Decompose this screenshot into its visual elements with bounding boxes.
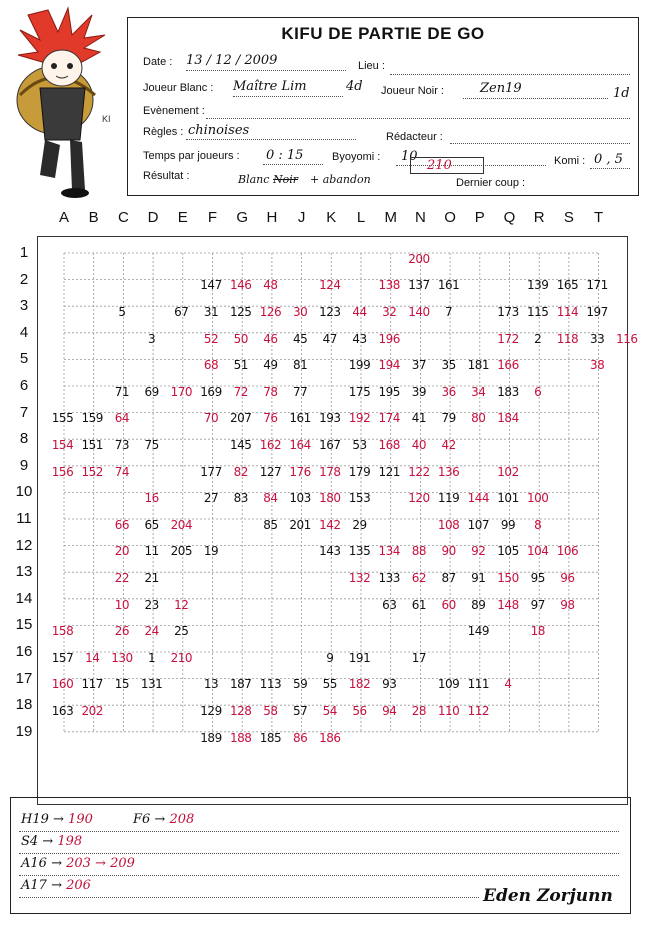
- move-number: 101: [497, 491, 519, 506]
- column-label: R: [533, 209, 545, 226]
- move-number: 106: [556, 544, 579, 559]
- move-number: 98: [560, 597, 575, 612]
- move-number: 48: [263, 278, 278, 293]
- note-position: A17 →: [21, 878, 62, 893]
- move-number: 49: [263, 358, 278, 373]
- move-number: 83: [233, 491, 248, 506]
- move-number: 171: [586, 278, 608, 293]
- note-position: H19 →: [21, 812, 64, 827]
- move-number: 32: [382, 305, 397, 320]
- move-number: 36: [441, 384, 456, 399]
- move-number: 160: [51, 677, 74, 692]
- move-number: 27: [203, 491, 219, 506]
- move-number: 128: [230, 704, 252, 719]
- last-move-value: 210: [427, 158, 452, 173]
- move-number: 189: [200, 730, 222, 745]
- note-line-3: [21, 856, 135, 871]
- move-number: 72: [233, 384, 248, 399]
- white-player-value: Maître Lim: [233, 79, 307, 94]
- result-white: Blanc: [238, 173, 270, 186]
- move-number: 169: [200, 384, 222, 399]
- last-move-label: Dernier coup :: [456, 177, 526, 189]
- move-number: 51: [233, 358, 248, 373]
- move-number: 164: [289, 438, 311, 453]
- note-move: 206: [66, 878, 91, 893]
- column-label: T: [594, 209, 604, 226]
- move-number: 54: [322, 704, 337, 719]
- move-number: 45: [292, 331, 308, 346]
- move-number: 2: [534, 331, 542, 346]
- move-number: 20: [114, 544, 130, 559]
- move-number: 15: [114, 677, 130, 692]
- move-number: 172: [497, 331, 519, 346]
- note-line-1b: [133, 812, 194, 827]
- row-label: 13: [15, 563, 33, 581]
- move-number: 196: [378, 331, 400, 346]
- move-number: 78: [263, 384, 278, 399]
- move-number: 91: [471, 571, 486, 586]
- move-number: 195: [378, 384, 400, 399]
- move-number: 154: [51, 438, 74, 453]
- move-number: 109: [437, 677, 460, 692]
- move-number: 177: [200, 464, 222, 479]
- move-number: 162: [259, 438, 282, 453]
- time-value: 0 : 15: [266, 148, 304, 163]
- move-number: 79: [441, 411, 456, 426]
- column-label: D: [147, 209, 159, 226]
- move-number: 60: [441, 597, 456, 612]
- move-number: 92: [471, 544, 486, 559]
- move-number: 73: [114, 438, 130, 453]
- move-number: 126: [259, 305, 282, 320]
- move-number: 37: [411, 358, 427, 373]
- move-number: 55: [322, 677, 337, 692]
- move-number: 47: [322, 331, 337, 346]
- move-number: 56: [352, 704, 367, 719]
- move-number: 96: [560, 571, 575, 586]
- move-number: 35: [441, 358, 456, 373]
- row-label: 14: [15, 589, 33, 607]
- move-number: 17: [411, 650, 427, 665]
- move-number: 138: [378, 278, 400, 293]
- row-label: 12: [15, 536, 33, 554]
- move-number: 186: [319, 730, 341, 745]
- move-number: 66: [114, 517, 130, 532]
- white-player-label: Joueur Blanc :: [143, 82, 214, 94]
- move-number: 179: [348, 464, 371, 479]
- row-label: 19: [15, 722, 33, 740]
- move-number: 53: [352, 438, 367, 453]
- row-label: 4: [19, 323, 29, 341]
- move-number: 80: [471, 411, 486, 426]
- move-number: 38: [589, 358, 605, 373]
- move-number: 70: [203, 411, 219, 426]
- move-number: 108: [437, 517, 460, 532]
- move-number: 29: [352, 517, 367, 532]
- move-number: 157: [51, 650, 74, 665]
- move-number: 175: [348, 384, 371, 399]
- move-number: 120: [408, 491, 430, 506]
- move-number: 184: [497, 411, 519, 426]
- move-number: 11: [144, 544, 159, 559]
- move-number: 144: [467, 491, 490, 506]
- move-number: 183: [497, 384, 519, 399]
- move-number: 123: [319, 305, 341, 320]
- row-label: 17: [15, 669, 33, 687]
- move-number: 82: [233, 464, 248, 479]
- move-number: 143: [319, 544, 341, 559]
- move-number: 201: [289, 517, 311, 532]
- column-label: K: [326, 209, 337, 226]
- move-number: 24: [144, 624, 159, 639]
- column-label: N: [414, 209, 426, 226]
- move-number: 161: [289, 411, 311, 426]
- move-number: 40: [411, 438, 427, 453]
- move-number: 145: [230, 438, 252, 453]
- move-number: 94: [382, 704, 397, 719]
- note-line-4: [21, 878, 91, 893]
- move-number: 84: [263, 491, 278, 506]
- rules-value: chinoises: [188, 123, 250, 138]
- event-label: Evènement :: [143, 105, 205, 117]
- row-label: 10: [15, 483, 33, 501]
- move-number: 159: [81, 411, 103, 426]
- move-number: 111: [467, 677, 490, 692]
- move-number: 193: [319, 411, 341, 426]
- move-number: 199: [348, 358, 371, 373]
- move-number: 137: [408, 278, 430, 293]
- move-number: 112: [467, 704, 490, 719]
- rules-label: Règles :: [143, 126, 184, 138]
- move-number: 131: [140, 677, 163, 692]
- row-label: 2: [19, 270, 29, 288]
- move-number: 134: [378, 544, 400, 559]
- move-number: 93: [382, 677, 397, 692]
- move-number: 188: [230, 730, 252, 745]
- move-number: 174: [378, 411, 400, 426]
- column-label: L: [356, 209, 366, 226]
- column-label: O: [444, 209, 456, 226]
- move-number: 110: [437, 704, 460, 719]
- move-number: 148: [497, 597, 519, 612]
- move-number: 104: [527, 544, 549, 559]
- move-number: 90: [441, 544, 456, 559]
- move-number: 23: [144, 597, 159, 612]
- row-label: 18: [15, 696, 33, 714]
- move-number: 63: [382, 597, 397, 612]
- move-number: 100: [527, 491, 549, 506]
- move-number: 64: [114, 411, 130, 426]
- move-number: 147: [200, 278, 222, 293]
- move-number: 127: [259, 464, 282, 479]
- move-number: 200: [408, 251, 430, 266]
- note-move: 208: [169, 812, 195, 827]
- move-number: 113: [259, 677, 282, 692]
- column-label: S: [563, 209, 574, 226]
- move-number: 95: [530, 571, 545, 586]
- note-move: 203 → 209: [66, 856, 135, 871]
- move-number: 85: [263, 517, 278, 532]
- move-number: 210: [170, 650, 193, 665]
- black-player-value: Zen19: [480, 81, 522, 96]
- move-number: 25: [174, 624, 189, 639]
- move-number: 28: [411, 704, 427, 719]
- row-label: 15: [15, 616, 33, 634]
- move-number: 114: [556, 305, 579, 320]
- move-number: 50: [233, 331, 248, 346]
- note-position: A16 →: [21, 856, 62, 871]
- notes-box: [10, 797, 631, 914]
- move-number: 21: [144, 571, 159, 586]
- move-number: 86: [292, 730, 308, 745]
- move-number: 121: [378, 464, 400, 479]
- move-number: 132: [348, 571, 371, 586]
- move-number: 129: [200, 704, 222, 719]
- move-number: 116: [616, 331, 638, 346]
- move-number: 58: [263, 704, 278, 719]
- move-number: 3: [148, 331, 156, 346]
- move-number: 153: [348, 491, 371, 506]
- move-number: 81: [292, 358, 308, 373]
- move-number: 22: [114, 571, 130, 586]
- komi-label: Komi :: [554, 155, 586, 167]
- column-label: B: [88, 209, 99, 226]
- move-number: 168: [378, 438, 400, 453]
- move-number: 16: [144, 491, 159, 506]
- move-number: 43: [352, 331, 367, 346]
- move-number: 7: [445, 305, 453, 320]
- move-number: 57: [292, 704, 308, 719]
- move-number: 69: [144, 384, 159, 399]
- move-number: 182: [348, 677, 371, 692]
- move-number: 1: [148, 650, 156, 665]
- result-black: Noir: [273, 173, 299, 186]
- move-number: 140: [408, 305, 430, 320]
- move-number: 149: [467, 624, 490, 639]
- move-number: 74: [114, 464, 130, 479]
- signature: Eden Zorjunn: [483, 886, 613, 906]
- move-number: 97: [530, 597, 545, 612]
- move-number: 202: [81, 704, 103, 719]
- move-number: 42: [441, 438, 456, 453]
- move-number: 197: [586, 305, 608, 320]
- column-label: F: [207, 209, 218, 226]
- move-number: 89: [471, 597, 486, 612]
- result-reason: + abandon: [310, 173, 371, 186]
- move-number: 180: [319, 491, 341, 506]
- move-number: 204: [170, 517, 193, 532]
- move-number: 9: [326, 650, 334, 665]
- move-number: 181: [467, 358, 490, 373]
- move-number: 31: [203, 305, 219, 320]
- move-number: 87: [441, 571, 456, 586]
- row-label: 6: [19, 377, 29, 394]
- move-number: 99: [500, 517, 516, 532]
- move-number: 59: [292, 677, 308, 692]
- move-number: 4: [504, 677, 512, 692]
- note-position: F6 →: [133, 812, 166, 827]
- move-number: 77: [292, 384, 308, 399]
- svg-text:KI: KI: [102, 114, 111, 124]
- move-number: 136: [437, 464, 460, 479]
- move-number: 34: [471, 384, 486, 399]
- move-number: 152: [81, 464, 103, 479]
- move-number: 61: [411, 597, 427, 612]
- result-label: Résultat :: [143, 170, 190, 182]
- time-label: Temps par joueurs :: [143, 150, 240, 162]
- move-number: 124: [319, 278, 341, 293]
- column-label: C: [117, 209, 129, 226]
- move-number: 18: [530, 624, 545, 639]
- move-number: 122: [408, 464, 430, 479]
- move-number: 6: [534, 384, 542, 399]
- page-title: KIFU DE PARTIE DE GO: [281, 24, 485, 43]
- move-number: 170: [170, 384, 193, 399]
- move-number: 135: [348, 544, 371, 559]
- move-number: 10: [114, 597, 130, 612]
- column-label: G: [236, 209, 249, 226]
- move-number: 102: [497, 464, 519, 479]
- move-number: 125: [230, 305, 252, 320]
- move-number: 30: [292, 305, 308, 320]
- row-label: 5: [19, 350, 29, 368]
- date-label: Date :: [143, 56, 173, 68]
- move-number: 156: [51, 464, 74, 479]
- move-number: 187: [230, 677, 252, 692]
- byoyomi-label: Byoyomi :: [332, 151, 381, 163]
- move-number: 158: [51, 624, 74, 639]
- move-number: 71: [114, 384, 130, 399]
- move-number: 39: [411, 384, 427, 399]
- move-number: 178: [319, 464, 341, 479]
- move-number: 150: [497, 571, 519, 586]
- move-number: 41: [411, 411, 427, 426]
- column-label: P: [474, 209, 485, 226]
- move-number: 207: [230, 411, 252, 426]
- move-number: 65: [144, 517, 159, 532]
- black-player-label: Joueur Noir :: [381, 85, 444, 97]
- move-number: 192: [348, 411, 371, 426]
- move-number: 139: [527, 278, 549, 293]
- move-number: 205: [170, 544, 193, 559]
- note-line-1: [21, 812, 93, 827]
- move-number: 119: [437, 491, 460, 506]
- move-number: 12: [174, 597, 189, 612]
- note-move: 190: [68, 812, 93, 827]
- row-label: 3: [19, 297, 29, 315]
- move-number: 105: [497, 544, 519, 559]
- column-label: Q: [503, 209, 516, 226]
- move-number: 52: [203, 331, 219, 346]
- note-line-2: [21, 834, 82, 849]
- move-number: 26: [114, 624, 130, 639]
- move-number: 191: [348, 650, 371, 665]
- row-label: 16: [15, 643, 33, 660]
- move-number: 118: [556, 331, 579, 346]
- column-label: M: [384, 209, 397, 226]
- move-number: 115: [527, 305, 549, 320]
- move-number: 185: [259, 730, 282, 745]
- move-number: 5: [118, 305, 126, 320]
- move-number: 19: [203, 544, 219, 559]
- move-number: 103: [289, 491, 311, 506]
- row-label: 8: [19, 430, 29, 448]
- black-rank: 1d: [613, 86, 630, 101]
- byoyomi-value: 10: [401, 149, 418, 164]
- move-number: 75: [144, 438, 159, 453]
- move-number: 173: [497, 305, 519, 320]
- move-number: 176: [289, 464, 311, 479]
- move-number: 130: [111, 650, 133, 665]
- move-number: 13: [203, 677, 219, 692]
- move-number: 33: [589, 331, 605, 346]
- move-number: 107: [467, 517, 490, 532]
- note-position: S4 →: [21, 834, 54, 849]
- move-number: 68: [203, 358, 219, 373]
- move-number: 146: [230, 278, 252, 293]
- place-label: Lieu :: [358, 60, 385, 72]
- move-number: 14: [85, 650, 100, 665]
- move-number: 155: [51, 411, 74, 426]
- move-number: 142: [319, 517, 341, 532]
- move-number: 8: [534, 517, 542, 532]
- move-number: 88: [411, 544, 427, 559]
- move-number: 194: [378, 358, 400, 373]
- move-number: 163: [51, 704, 74, 719]
- column-label: A: [58, 209, 69, 226]
- move-number: 133: [378, 571, 400, 586]
- move-number: 166: [497, 358, 519, 373]
- white-rank: 4d: [346, 79, 363, 94]
- move-number: 62: [411, 571, 427, 586]
- row-label: 1: [19, 244, 29, 261]
- recorder-label: Rédacteur :: [386, 131, 443, 143]
- row-label: 9: [19, 456, 29, 474]
- move-number: 161: [437, 278, 460, 293]
- column-label: E: [177, 209, 188, 226]
- move-number: 151: [81, 438, 103, 453]
- column-label: J: [297, 209, 306, 226]
- row-label: 7: [19, 403, 29, 421]
- move-number: 44: [352, 305, 367, 320]
- column-label: H: [266, 209, 278, 226]
- komi-value: 0 , 5: [594, 152, 623, 167]
- move-number: 117: [81, 677, 103, 692]
- move-number: 165: [556, 278, 579, 293]
- date-value: 13 / 12 / 2009: [186, 53, 278, 68]
- move-number: 46: [263, 331, 278, 346]
- move-number: 167: [319, 438, 341, 453]
- note-move: 198: [57, 834, 83, 849]
- row-label: 11: [16, 510, 32, 527]
- move-number: 67: [174, 305, 189, 320]
- move-number: 76: [263, 411, 278, 426]
